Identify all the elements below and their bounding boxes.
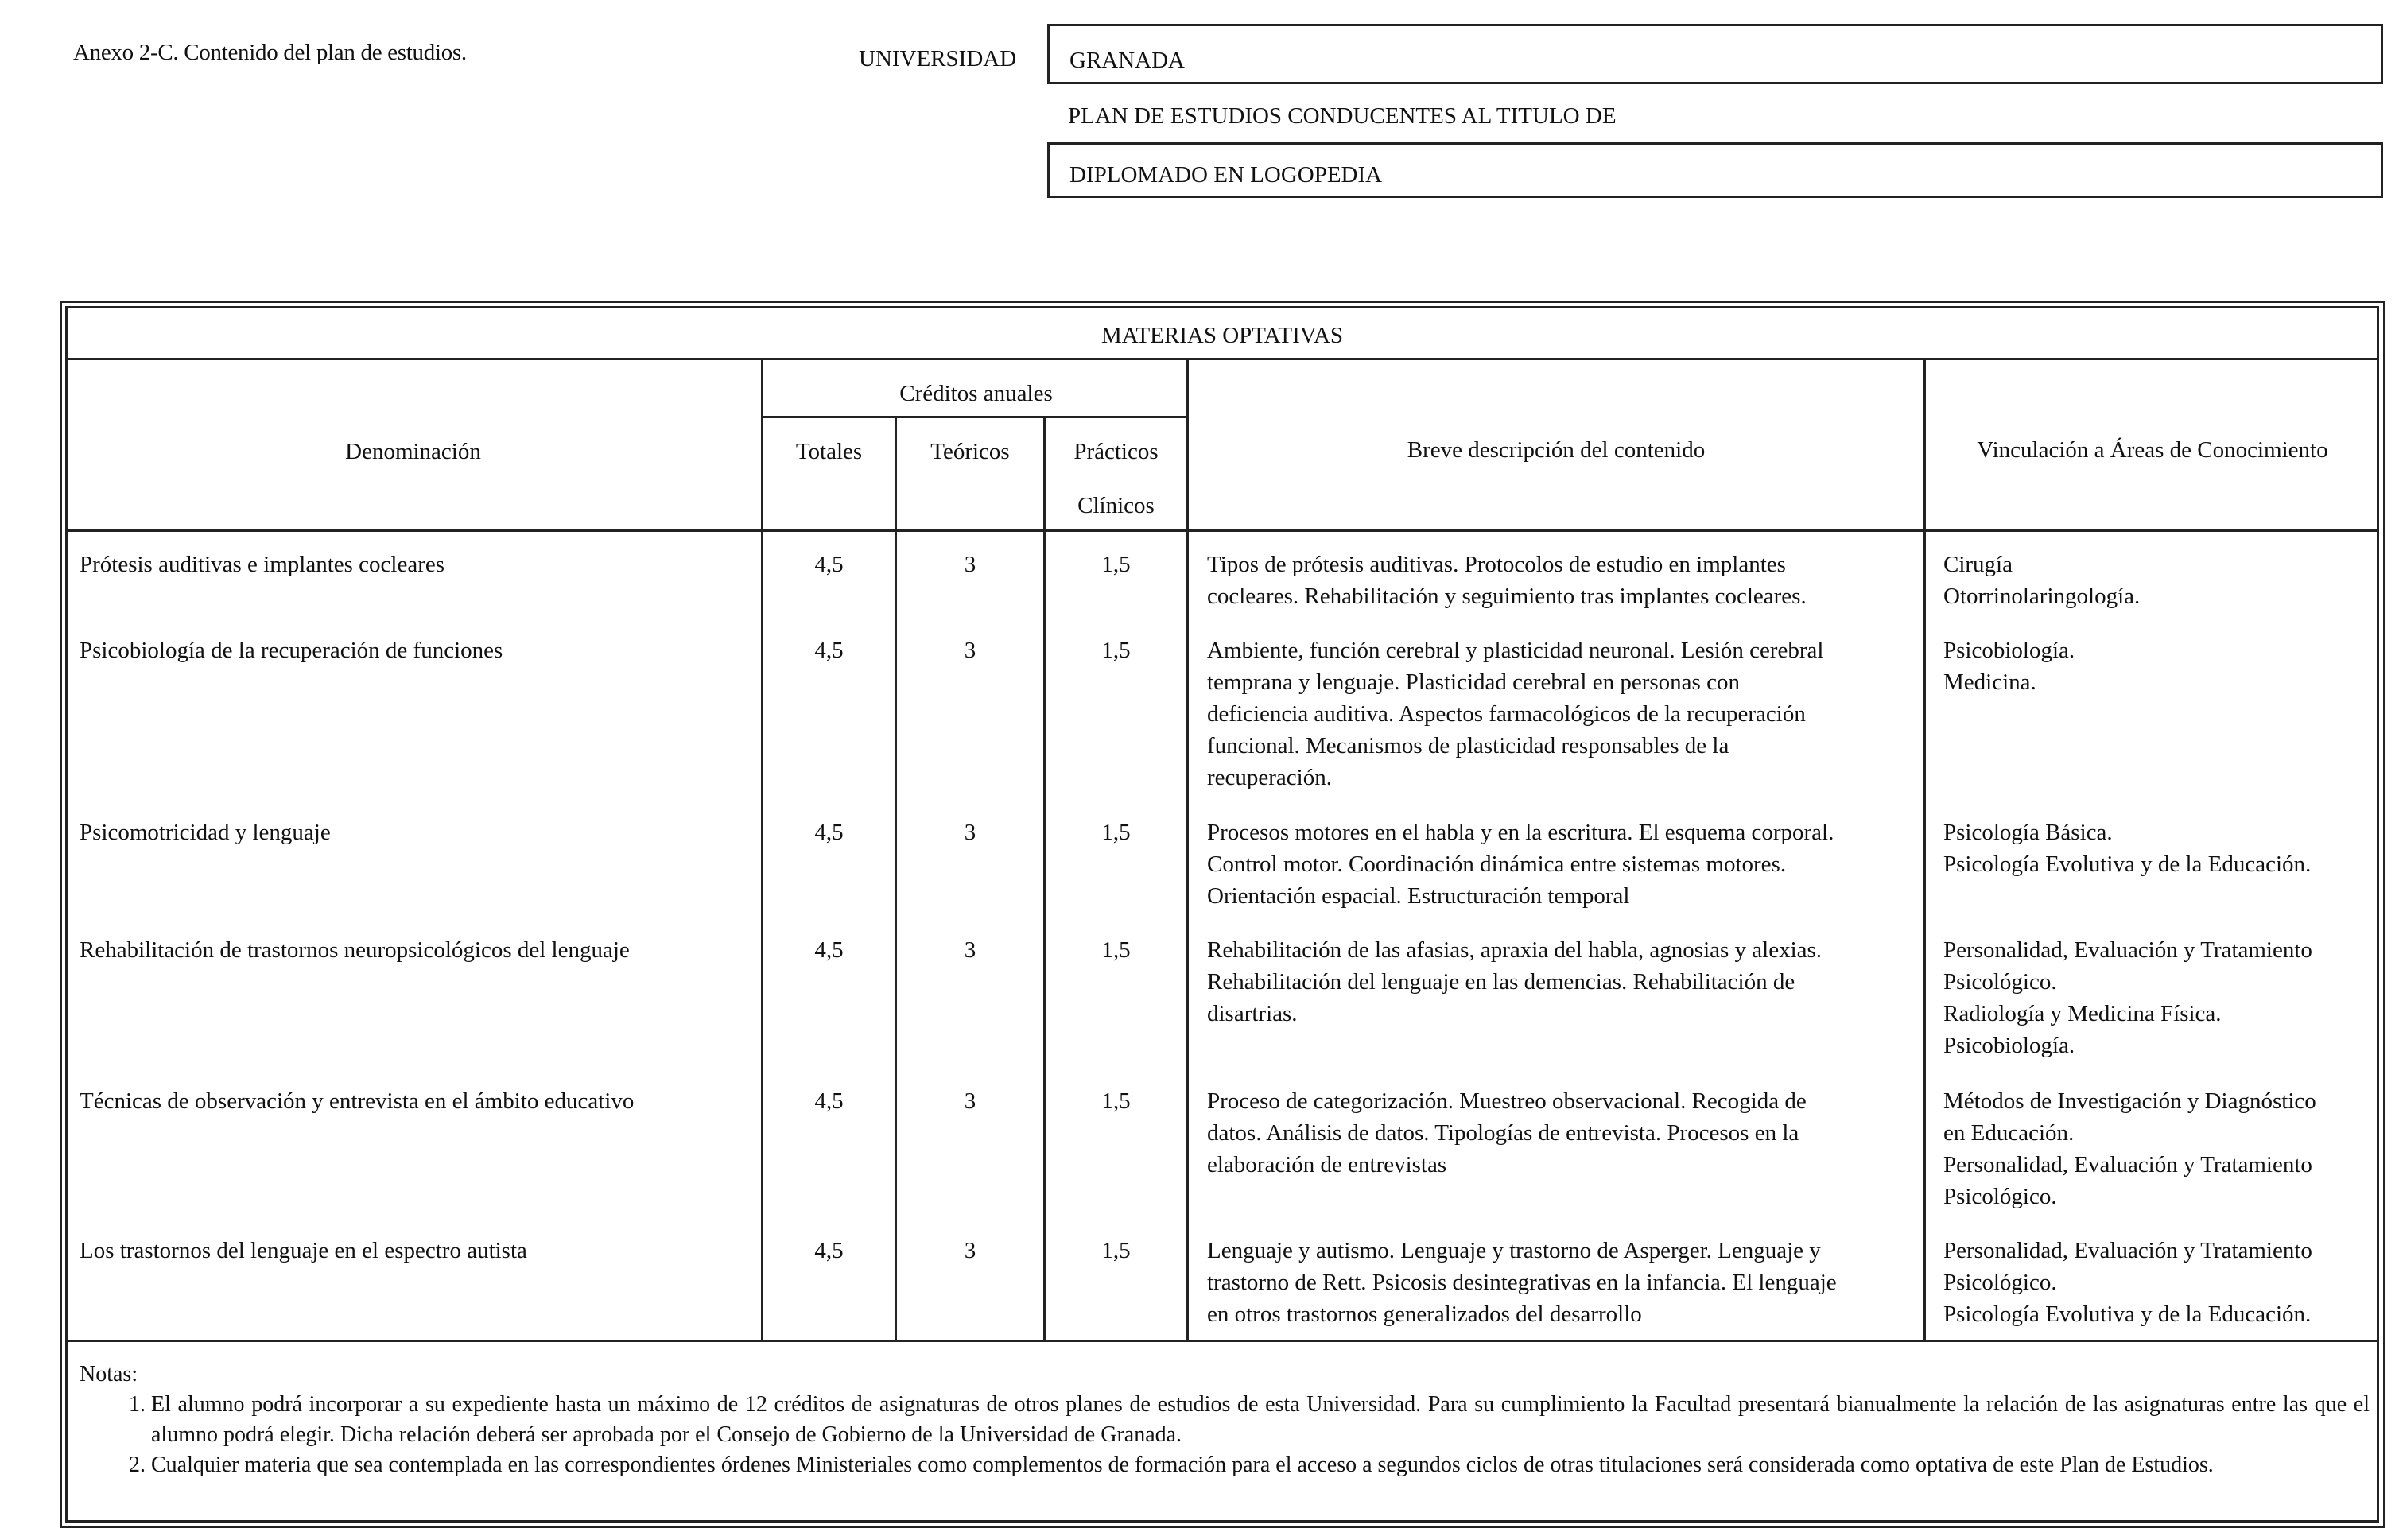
area-line: Psicología Evolutiva y de la Educación. [1943, 851, 2312, 877]
row-areas [1943, 817, 2377, 880]
description-line: Ambiente, función cerebral y plasticidad neuronal. Lesión cerebral [1207, 638, 1824, 663]
row-totales: 4,5 [814, 552, 844, 577]
row-practicos: 1,5 [1101, 820, 1131, 845]
description-line: datos. Análisis de datos. Tipologías de entrevista. Procesos en la [1207, 1120, 1799, 1146]
description-line: disartrias. [1207, 1001, 1298, 1026]
credits-divider [763, 416, 1189, 418]
row-descripcion [1207, 817, 1919, 912]
title-divider [65, 358, 2379, 360]
description-line: Lenguaje y autismo. Lenguaje y trastorno de Asperger. Lenguaje y [1207, 1238, 1821, 1263]
row-totales: 4,5 [814, 1088, 844, 1114]
area-line: Psicológico. [1943, 1270, 2057, 1295]
col-header-practicos: Prácticos [1073, 439, 1159, 464]
area-line: Psicológico. [1943, 969, 2057, 995]
description-line: Proceso de categorización. Muestreo observacional. Recogida de [1207, 1088, 1807, 1114]
notes-list [80, 1390, 2370, 1480]
row-denominacion: Prótesis auditivas e implantes cocleares [80, 552, 445, 577]
row-teoricos: 3 [964, 638, 976, 663]
note-item: 2. Cualquier materia que sea contemplada en las correspondientes órdenes Ministeriales como complementos de formación para el acceso a segundos ciclos de otras titulaciones será considerada como optativa de este Plan de Estudios. [151, 1450, 2370, 1480]
col-header-totales: Totales [795, 439, 863, 464]
row-descripcion [1207, 1085, 1919, 1181]
row-descripcion [1207, 549, 1919, 612]
area-line: Métodos de Investigación y Diagnóstico [1943, 1088, 2316, 1114]
area-line: Psicología Básica. [1943, 820, 2113, 845]
area-line: en Educación. [1943, 1120, 2075, 1146]
area-line: Personalidad, Evaluación y Tratamiento [1943, 937, 2312, 963]
col-header-denominacion: Denominación [345, 439, 481, 464]
description-line: Orientación espacial. Estructuración temporal [1207, 883, 1630, 909]
row-areas [1943, 1085, 2377, 1212]
description-line: Procesos motores en el habla y en la escritura. El esquema corporal. [1207, 820, 1834, 845]
description-line: funcional. Mecanismos de plasticidad responsables de la [1207, 733, 1729, 758]
degree-name: DIPLOMADO EN LOGOPEDIA [1069, 162, 1383, 188]
notes-label: Notas: [80, 1362, 138, 1387]
university-box [1047, 24, 2383, 84]
description-line: temprana y lenguaje. Plasticidad cerebral en personas con [1207, 669, 1740, 695]
description-line: trastorno de Rett. Psicosis desintegrativas en la infancia. El lenguaje [1207, 1270, 1837, 1295]
col-divider-1 [761, 358, 763, 1340]
row-totales: 4,5 [814, 820, 844, 845]
area-line: Personalidad, Evaluación y Tratamiento [1943, 1152, 2312, 1177]
area-line: Otorrinolaringología. [1943, 584, 2141, 609]
description-line: Rehabilitación de las afasias, apraxia del habla, agnosias y alexias. [1207, 937, 1823, 963]
row-practicos: 1,5 [1101, 937, 1131, 963]
row-descripcion [1207, 634, 1919, 793]
notes-divider [65, 1340, 2379, 1342]
description-line: cocleares. Rehabilitación y seguimiento tras implantes cocleares. [1207, 584, 1807, 609]
area-line: Cirugía [1943, 552, 2013, 577]
row-practicos: 1,5 [1101, 1238, 1131, 1263]
area-line: Psicología Evolutiva y de la Educación. [1943, 1301, 2312, 1327]
plan-label: PLAN DE ESTUDIOS CONDUCENTES AL TITULO DE [1068, 103, 1617, 129]
row-teoricos: 3 [964, 937, 976, 963]
col-divider-5 [1923, 358, 1926, 1340]
col-header-vinculacion: Vinculación a Áreas de Conocimiento [1977, 437, 2328, 463]
col-header-descripcion: Breve descripción del contenido [1407, 437, 1706, 463]
row-teoricos: 3 [964, 552, 976, 577]
row-totales: 4,5 [814, 937, 844, 963]
university-name: GRANADA [1069, 48, 1185, 73]
row-denominacion: Rehabilitación de trastornos neuropsicológicos del lenguaje [80, 937, 630, 963]
area-line: Radiología y Medicina Física. [1943, 1001, 2222, 1026]
col-header-clinicos: Clínicos [1077, 493, 1155, 518]
row-teoricos: 3 [964, 1088, 976, 1114]
row-totales: 4,5 [814, 1238, 844, 1263]
description-line: Control motor. Coordinación dinámica entre sistemas motores. [1207, 851, 1787, 877]
col-divider-4 [1186, 358, 1189, 1340]
row-areas [1943, 1235, 2377, 1330]
table-title: MATERIAS OPTATIVAS [1101, 323, 1344, 348]
row-totales: 4,5 [814, 638, 844, 663]
row-descripcion [1207, 934, 1919, 1030]
row-areas [1943, 634, 2377, 698]
description-line: en otros trastornos generalizados del desarrollo [1207, 1301, 1642, 1327]
row-teoricos: 3 [964, 1238, 976, 1263]
row-denominacion: Psicomotricidad y lenguaje [80, 820, 331, 845]
degree-box [1047, 142, 2383, 198]
notes-section [80, 1360, 2370, 1480]
header-divider [65, 529, 2379, 532]
description-line: elaboración de entrevistas [1207, 1152, 1447, 1177]
description-line: deficiencia auditiva. Aspectos farmacológicos de la recuperación [1207, 701, 1806, 727]
area-line: Personalidad, Evaluación y Tratamiento [1943, 1238, 2312, 1263]
col-header-teoricos: Teóricos [930, 439, 1010, 464]
col-header-creditos: Créditos anuales [899, 381, 1053, 406]
row-practicos: 1,5 [1101, 1088, 1131, 1114]
area-line: Psicobiología. [1943, 638, 2075, 663]
row-denominacion: Los trastornos del lenguaje en el espectro autista [80, 1238, 527, 1263]
row-descripcion [1207, 1235, 1919, 1330]
description-line: Rehabilitación del lenguaje en las demencias. Rehabilitación de [1207, 969, 1795, 995]
area-line: Psicobiología. [1943, 1033, 2075, 1058]
area-line: Medicina. [1943, 669, 2036, 695]
row-practicos: 1,5 [1101, 638, 1131, 663]
row-areas [1943, 549, 2377, 612]
university-label: UNIVERSIDAD [859, 46, 1017, 72]
annex-title: Anexo 2-C. Contenido del plan de estudios. [73, 40, 467, 65]
area-line: Psicológico. [1943, 1184, 2057, 1209]
row-denominacion: Técnicas de observación y entrevista en el ámbito educativo [80, 1088, 635, 1114]
row-denominacion: Psicobiología de la recuperación de funciones [80, 638, 503, 663]
row-teoricos: 3 [964, 820, 976, 845]
note-item: 1. El alumno podrá incorporar a su expediente hasta un máximo de 12 créditos de asignaturas de otros planes de estudios de esta Universidad. Para su cumplimiento la Facultad presentará bianualmente la relación de las asignaturas entre las que el alumno podrá elegir. Dicha relación deberá ser aprobada por el Consejo de Gobierno de la Universidad de Granada. [151, 1390, 2370, 1450]
description-line: recuperación. [1207, 765, 1332, 790]
description-line: Tipos de prótesis auditivas. Protocolos de estudio en implantes [1207, 552, 1786, 577]
row-areas [1943, 934, 2377, 1061]
row-practicos: 1,5 [1101, 552, 1131, 577]
